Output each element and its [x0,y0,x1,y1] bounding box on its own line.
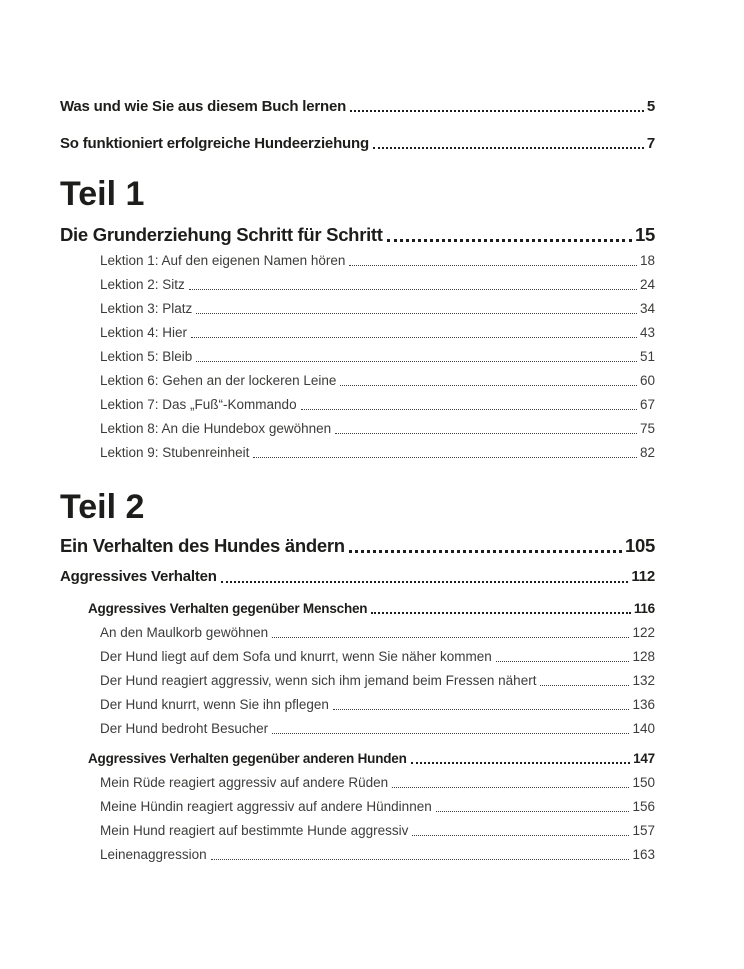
page-number: 51 [639,349,655,364]
toc-entry [100,767,655,791]
dot-leader [221,581,629,583]
entry-label: Der Hund knurrt, wenn Sie ihn pflegen [100,697,329,712]
dot-leader [272,733,629,734]
toc-entry [100,815,655,839]
page-number: 15 [635,224,655,245]
toc-entry [100,365,655,389]
entry-label: Lektion 5: Bleib [100,349,193,364]
entry-label: Lektion 9: Stubenreinheit [100,445,250,460]
entry-label: Lektion 1: Auf den eigenen Namen hören [100,253,346,268]
page-number: 7 [646,135,655,152]
toc-entry [100,341,655,365]
page-number: 34 [639,301,655,316]
entry-label: Lektion 7: Das „Fuß“-Kommando [100,397,297,412]
page-number: 5 [646,98,655,115]
entry-label: Lektion 2: Sitz [100,277,185,292]
page-number: 156 [632,799,655,814]
toc-entry [100,293,655,317]
toc-front-entry [60,98,655,115]
page-number: 105 [625,535,655,556]
toc-entry [100,791,655,815]
toc-front-entry [60,135,655,152]
dot-leader [189,289,637,290]
page-number: 116 [633,601,655,616]
toc-entry [100,413,655,437]
page-number: 75 [639,421,655,436]
page-number: 82 [639,445,655,460]
dot-leader [540,685,629,686]
toc-entry [100,689,655,713]
toc-entry [100,437,655,461]
entry-label: Aggressives Verhalten [60,568,217,585]
page-number: 128 [632,649,655,664]
toc-entry [100,641,655,665]
dot-leader [373,147,644,149]
dot-leader [340,385,637,386]
toc-subsection-entry [88,600,655,617]
page-number: 43 [639,325,655,340]
part-heading: Teil 1 [60,175,145,213]
dot-leader [496,661,630,662]
entry-label: Der Hund bedroht Besucher [100,721,269,736]
page-number: 163 [632,847,655,862]
dot-leader [191,337,637,338]
dot-leader [412,835,629,836]
toc-entry [100,617,655,641]
entry-label: Mein Rüde reagiert aggressiv auf andere Rüden [100,775,389,790]
page-number: 150 [632,775,655,790]
toc-entry [100,665,655,689]
entry-label: Meine Hündin reagiert aggressiv auf andere Hündinnen [100,799,432,814]
entry-label: Der Hund reagiert aggressiv, wenn sich ihm jemand beim Fressen nähert [100,673,537,688]
dot-leader [392,787,629,788]
toc-entry [100,713,655,737]
entry-label: Was und wie Sie aus diesem Buch lernen [60,98,347,115]
dot-leader [253,457,637,458]
page-number: 140 [632,721,655,736]
page-number: 147 [633,751,655,766]
page-number: 132 [632,673,655,688]
entry-label: Mein Hund reagiert auf bestimmte Hunde aggressiv [100,823,409,838]
dot-leader [349,550,622,553]
entry-label: Lektion 4: Hier [100,325,188,340]
entry-label: Aggressives Verhalten gegenüber Menschen [88,601,368,616]
dot-leader [411,762,630,764]
toc-chapter-entry [60,224,655,245]
page-number: 60 [639,373,655,388]
part-heading: Teil 2 [60,488,145,526]
entry-label: Lektion 6: Gehen an der lockeren Leine [100,373,337,388]
dot-leader [196,361,637,362]
page-number: 157 [632,823,655,838]
entry-label: Die Grunderziehung Schritt für Schritt [60,224,383,245]
toc-entry [100,269,655,293]
entry-label: Lektion 3: Platz [100,301,193,316]
dot-leader [211,859,630,860]
toc-subsection-entry [88,750,655,767]
toc-entry [100,317,655,341]
toc-entry [100,839,655,863]
entry-label: Ein Verhalten des Hundes ändern [60,535,345,556]
dot-leader [335,433,637,434]
toc-entry [100,389,655,413]
dot-leader [333,709,630,710]
dot-leader [301,409,637,410]
entry-label: Lektion 8: An die Hundebox gewöhnen [100,421,332,436]
dot-leader [196,313,637,314]
dot-leader [387,239,632,242]
entry-label: Aggressives Verhalten gegenüber anderen Hunden [88,751,407,766]
dot-leader [272,637,629,638]
toc-chapter-entry [60,535,655,556]
page-number: 122 [632,625,655,640]
page-number: 112 [631,568,655,585]
page-number: 67 [639,397,655,412]
dot-leader [349,265,637,266]
dot-leader [436,811,630,812]
page-number: 18 [639,253,655,268]
entry-label: Leinenaggression [100,847,207,862]
dot-leader [371,612,630,614]
toc-section-entry [60,568,655,586]
dot-leader [350,110,644,112]
entry-label: An den Maulkorb gewöhnen [100,625,269,640]
toc-entry [100,245,655,269]
entry-label: So funktioniert erfolgreiche Hundeerziehung [60,135,369,152]
page-number: 136 [632,697,655,712]
page-number: 24 [639,277,655,292]
entry-label: Der Hund liegt auf dem Sofa und knurrt, wenn Sie näher kommen [100,649,492,664]
